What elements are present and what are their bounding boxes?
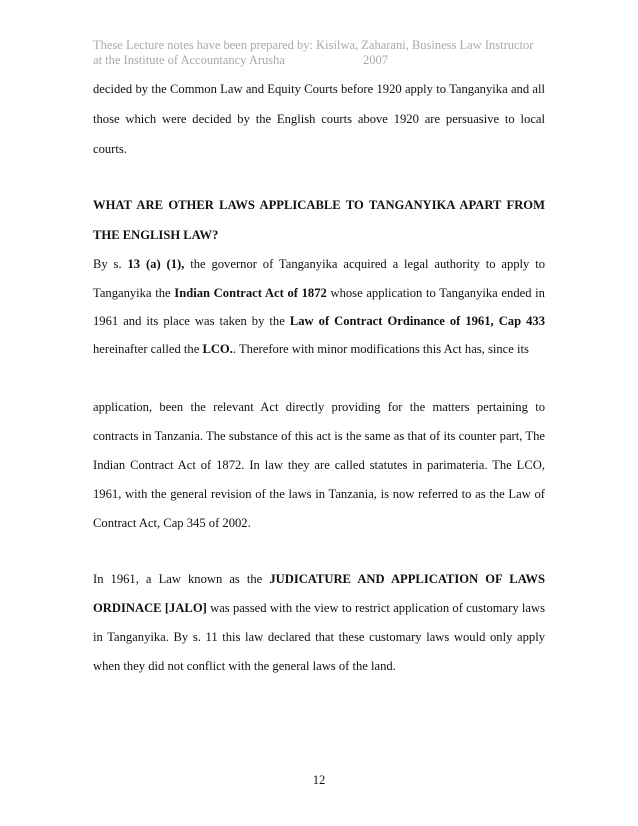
text-line: 1961, with the general revision of the laws in Tanzania, is now referred to as the Law of [93, 487, 545, 501]
text-run: the governor of Tanganyika acquired a legal authority to apply to [190, 257, 545, 271]
text-run: In 1961, a Law known as the [93, 572, 263, 586]
bold-run: 13 (a) (1), [127, 257, 185, 271]
text-line [93, 571, 545, 587]
text-line [93, 600, 545, 616]
text-run: was passed with the view to restrict application of customary laws [210, 601, 545, 615]
heading-line: THE ENGLISH LAW? [93, 228, 219, 242]
text-line [93, 313, 545, 329]
page-number: 12 [312, 773, 326, 787]
header-line-1: These Lecture notes have been prepared by: Kisilwa, Zaharani, Business Law Instructor [93, 38, 534, 52]
text-run: 1961 and its place was taken by the [93, 314, 285, 328]
text-line: Contract Act, Cap 345 of 2002. [93, 516, 251, 530]
text-line [93, 341, 545, 357]
bold-run: LCO. [202, 342, 233, 356]
text-line: when they did not conflict with the general laws of the land. [93, 659, 396, 673]
text-line: courts. [93, 142, 127, 156]
heading-line: WHAT ARE OTHER LAWS APPLICABLE TO TANGANYIKA APART FROM [93, 198, 545, 212]
text-line: Indian Contract Act of 1872. In law they are called statutes in parimateria. The LCO, [93, 458, 545, 472]
text-line [93, 256, 545, 272]
bold-run: JUDICATURE AND APPLICATION OF LAWS [269, 572, 545, 586]
page-header [93, 38, 553, 68]
text-line [93, 285, 545, 301]
bold-run: Law of Contract Ordinance of 1961, Cap 433 [289, 314, 545, 328]
text-run: whose application to Tanganyika ended in [330, 286, 545, 300]
text-run: Tanganyika the [93, 286, 171, 300]
bold-run: ORDINACE [JALO] [93, 601, 207, 615]
header-year: 2007 [363, 53, 388, 67]
text-run: hereinafter called the [93, 342, 200, 356]
text-line: application, been the relevant Act directly providing for the matters pertaining to [93, 400, 545, 414]
text-line: decided by the Common Law and Equity Courts before 1920 apply to Tanganyika and all [93, 82, 545, 96]
bold-run: Indian Contract Act of 1872 [174, 286, 327, 300]
text-line: contracts in Tanzania. The substance of this act is the same as that of its counter part, The [93, 429, 545, 443]
text-run: . Therefore with minor modifications this Act has, since its [232, 342, 529, 356]
text-run: By s. [93, 257, 122, 271]
text-line: those which were decided by the English courts above 1920 are persuasive to local [93, 112, 545, 126]
text-line: in Tanganyika. By s. 11 this law declared that these customary laws would only apply [93, 630, 545, 644]
header-line-2: at the Institute of Accountancy Arusha [93, 53, 285, 67]
